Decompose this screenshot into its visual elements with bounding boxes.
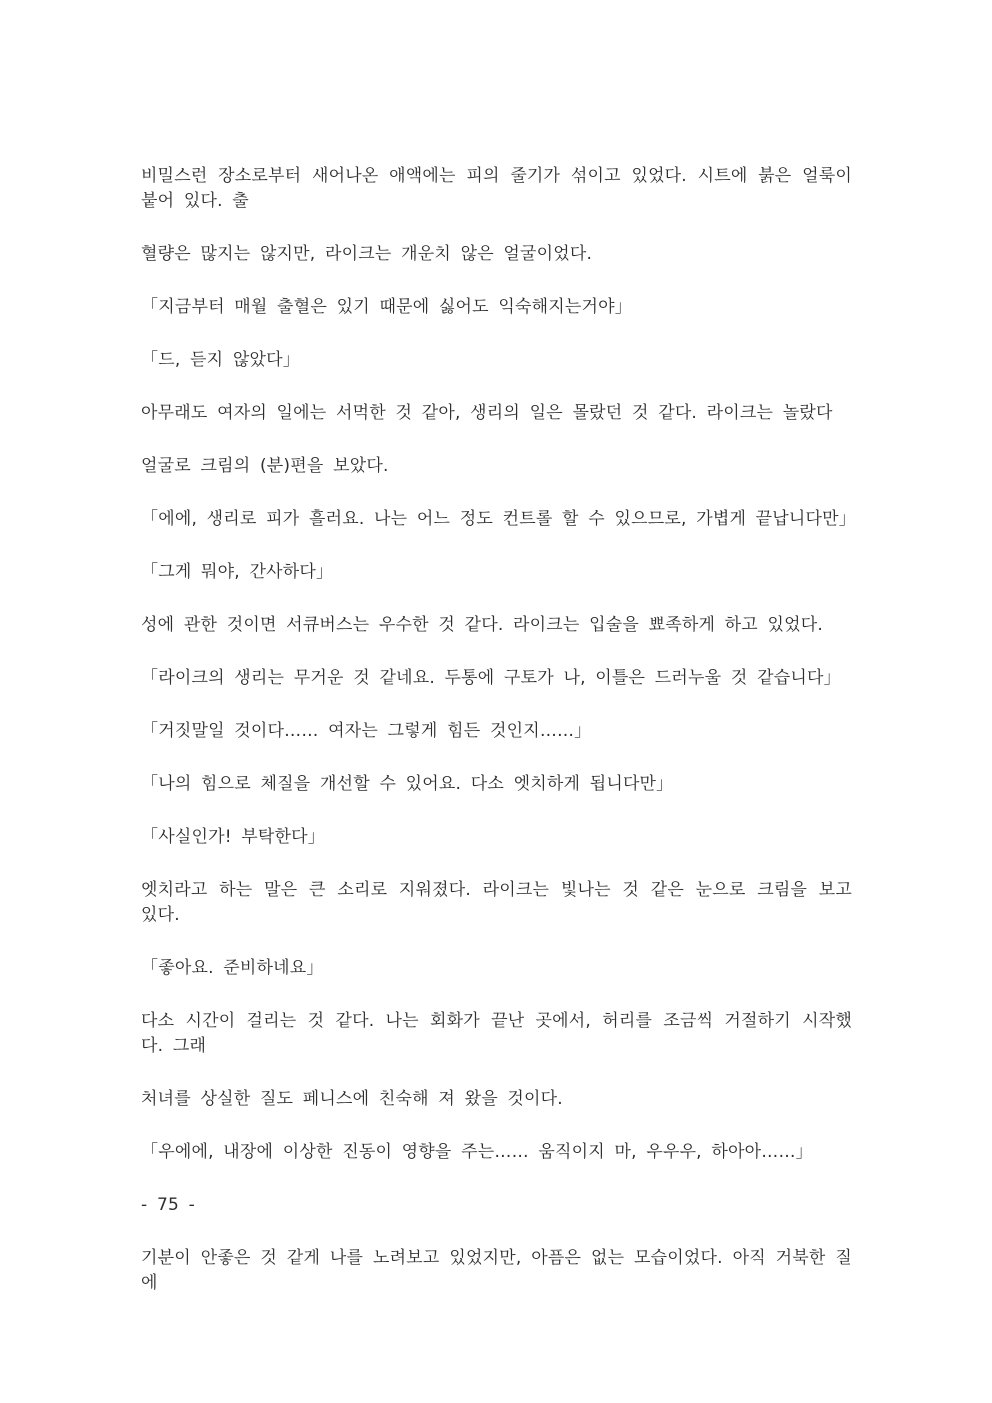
dialogue-paragraph: 「거짓말일 것이다…… 여자는 그렇게 힘든 것인지……」 bbox=[141, 721, 592, 741]
dialogue-paragraph: 「라이크의 생리는 무거운 것 같네요. 두통에 구토가 나, 이틀은 드러누울 것 같습니다」 bbox=[141, 668, 841, 688]
narration-paragraph: 다소 시간이 걸리는 것 같다. 나는 회화가 끝난 곳에서, 허리를 조금씩 거절하기 시작했다. 그래 bbox=[141, 1011, 852, 1056]
dialogue-paragraph: 「우에에, 내장에 이상한 진동이 영향을 주는…… 움직이지 마, 우우우, 하아아……」 bbox=[141, 1142, 813, 1162]
narration-paragraph: 얼굴로 크림의 (분)편을 보았다. bbox=[141, 456, 389, 476]
page-number: - 75 - bbox=[141, 1195, 195, 1215]
narration-paragraph: 기분이 안좋은 것 같게 나를 노려보고 있었지만, 아픔은 없는 모습이었다. 아직 거북한 질에 bbox=[141, 1248, 852, 1293]
document-body bbox=[141, 164, 856, 1296]
narration-paragraph: 엣치라고 하는 말은 큰 소리로 지워졌다. 라이크는 빛나는 것 같은 눈으로 크림을 보고 있다. bbox=[141, 880, 852, 925]
dialogue-paragraph: 「사실인가! 부탁한다」 bbox=[141, 827, 325, 847]
narration-paragraph: 아무래도 여자의 일에는 서먹한 것 같아, 생리의 일은 몰랐던 것 같다. 라이크는 놀랐다 bbox=[141, 403, 833, 423]
dialogue-paragraph: 「지금부터 매월 출혈은 있기 때문에 싫어도 익숙해지는거야」 bbox=[141, 297, 632, 317]
narration-paragraph: 혈량은 많지는 않지만, 라이크는 개운치 않은 얼굴이었다. bbox=[141, 244, 593, 264]
dialogue-paragraph: 「에에, 생리로 피가 흘러요. 나는 어느 정도 컨트롤 할 수 있으므로, 가볍게 끝납니다만」 bbox=[141, 509, 856, 529]
narration-paragraph: 비밀스런 장소로부터 새어나온 애액에는 피의 줄기가 섞이고 있었다. 시트에 붉은 얼룩이 붙어 있다. 출 bbox=[141, 166, 852, 211]
dialogue-paragraph: 「드, 듣지 않았다」 bbox=[141, 350, 300, 370]
dialogue-paragraph: 「좋아요. 준비하네요」 bbox=[141, 958, 324, 978]
dialogue-paragraph: 「나의 힘으로 체질을 개선할 수 있어요. 다소 엣치하게 됩니다만」 bbox=[141, 774, 674, 794]
narration-paragraph: 성에 관한 것이면 서큐버스는 우수한 것 같다. 라이크는 입술을 뾰족하게 하고 있었다. bbox=[141, 615, 823, 635]
narration-paragraph: 처녀를 상실한 질도 페니스에 친숙해 져 왔을 것이다. bbox=[141, 1089, 563, 1109]
dialogue-paragraph: 「그게 뭐야, 간사하다」 bbox=[141, 562, 334, 582]
